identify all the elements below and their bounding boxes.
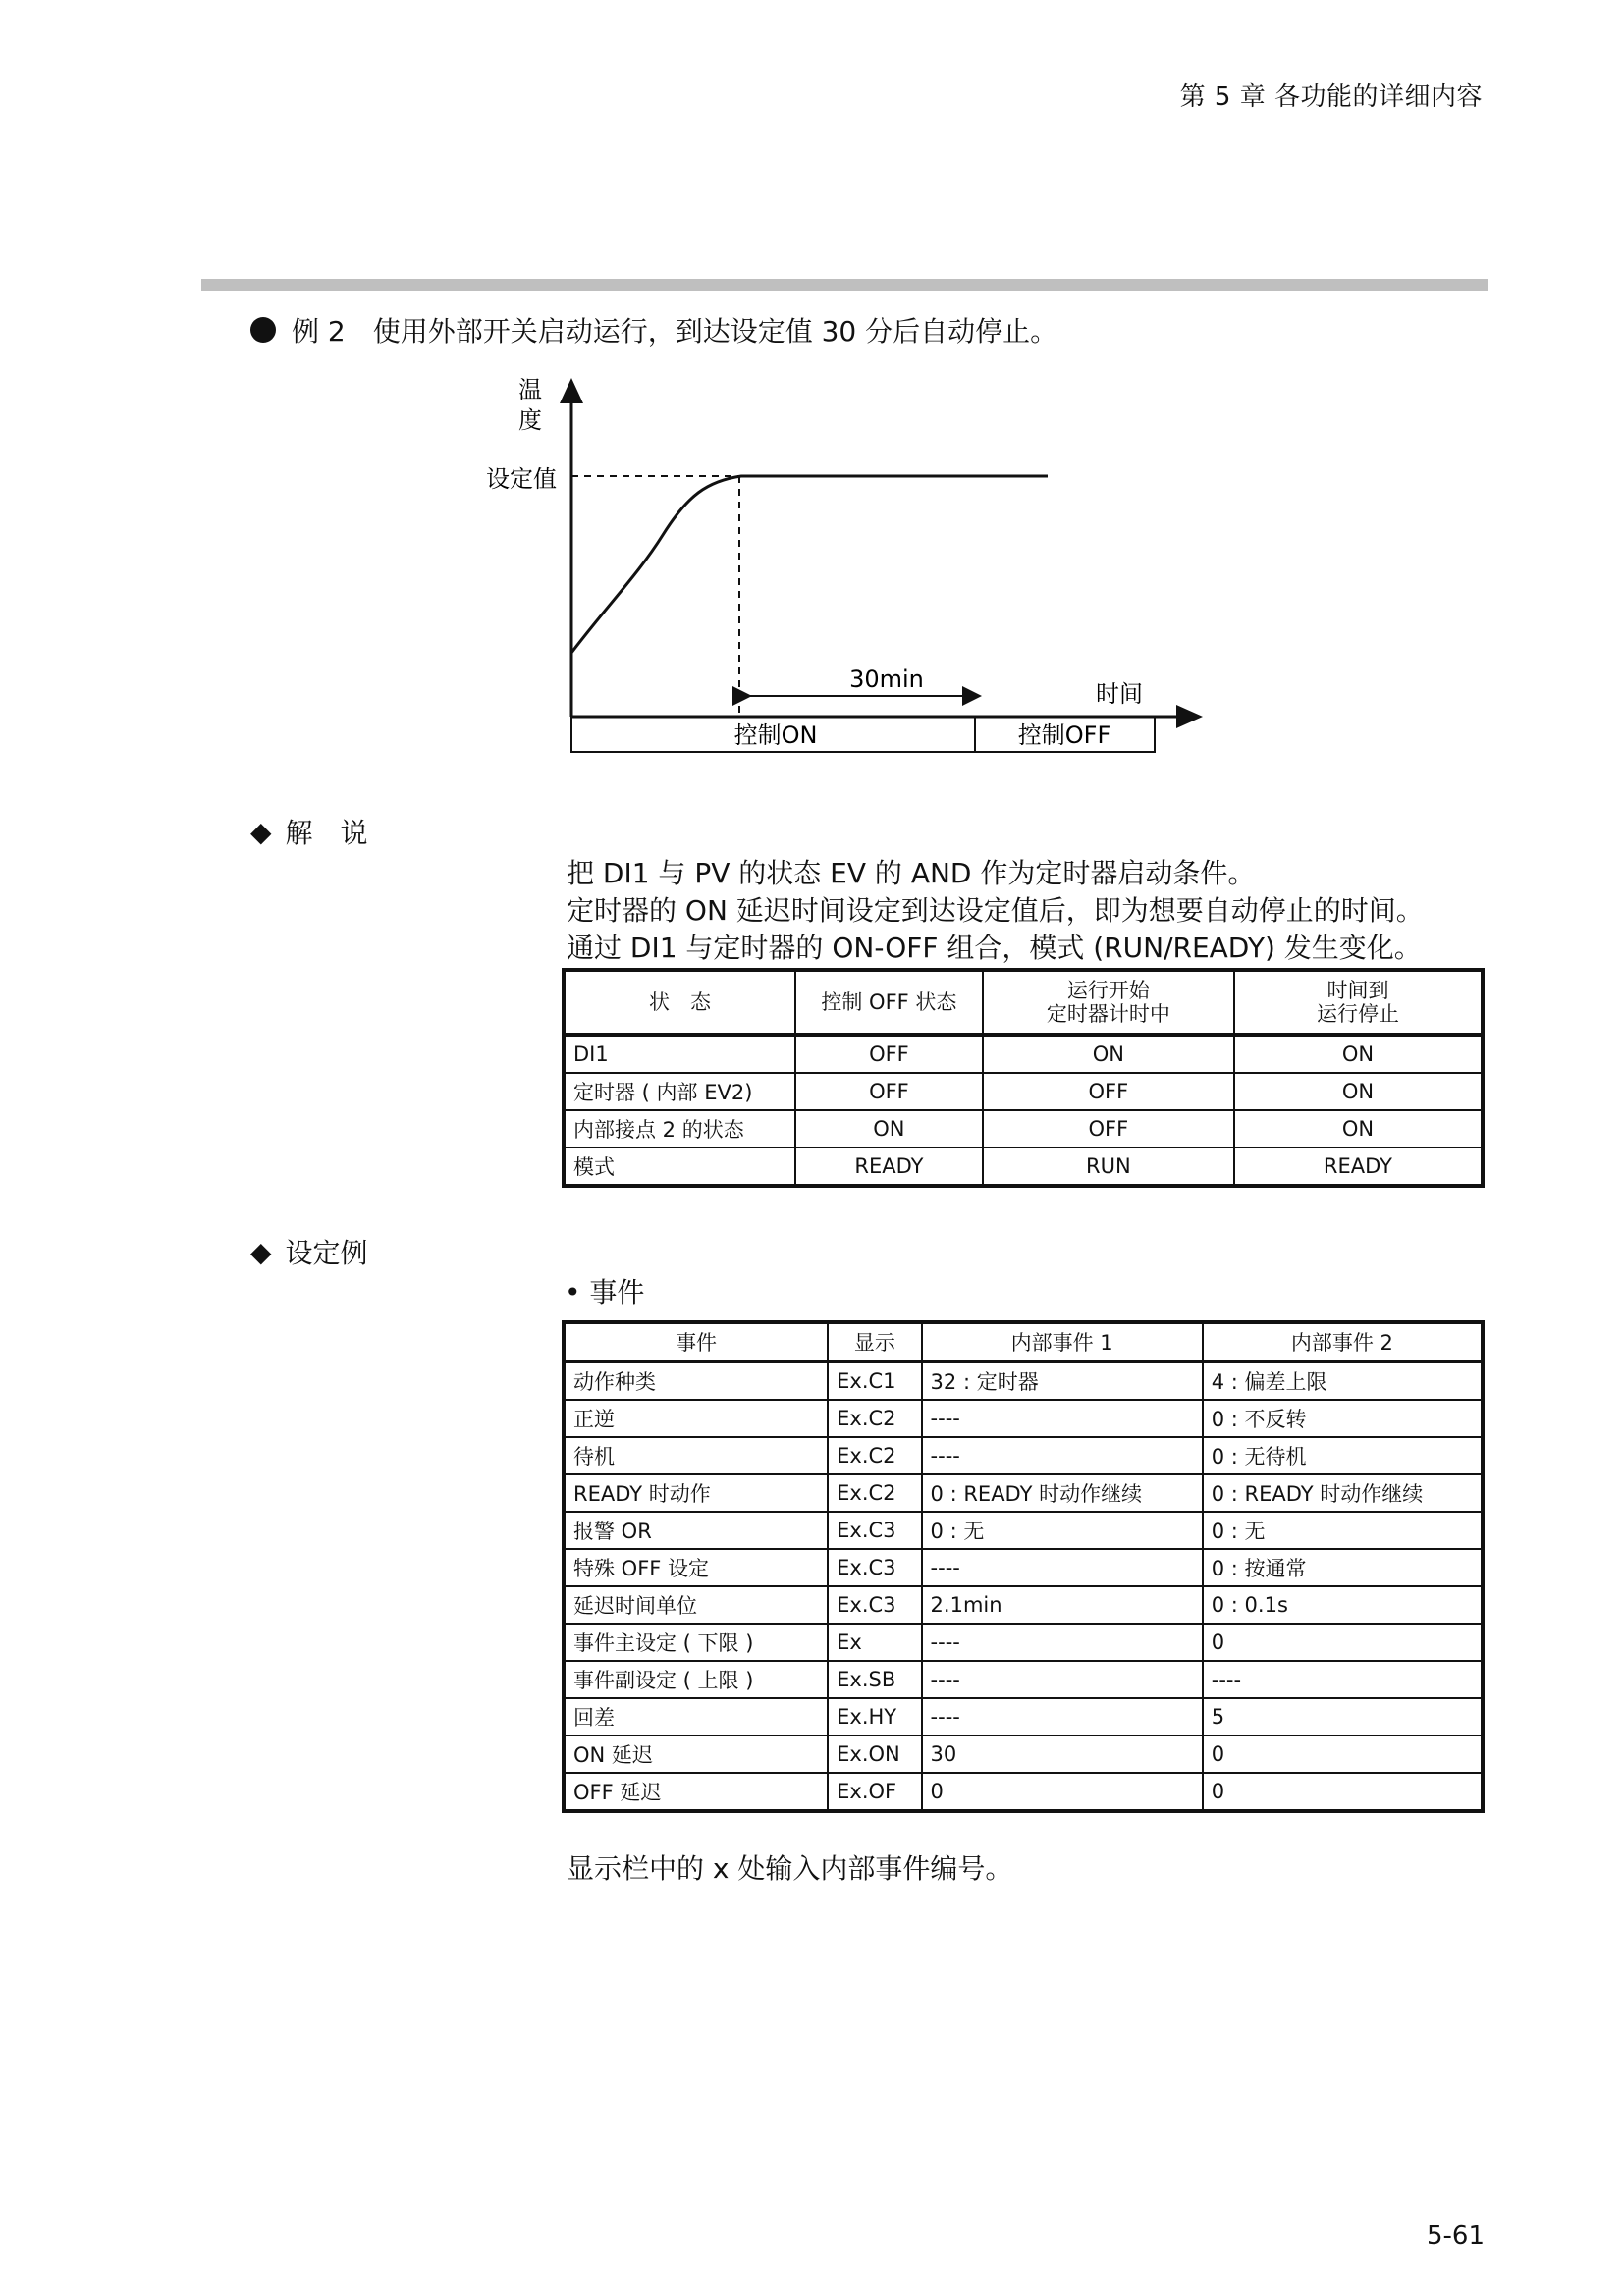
state-cell: READY <box>795 1148 983 1186</box>
event-header-cell: 显示 <box>828 1322 921 1362</box>
example-title: 使用外部开关启动运行，到达设定值 30 分后自动停止。 <box>372 315 1058 347</box>
explain-line-3: 通过 DI1 与定时器的 ON-OFF 组合，模式 (RUN/READY) 发生变化。 <box>567 932 1422 964</box>
event-cell: 0 : READY 时动作继续 <box>1203 1474 1483 1512</box>
setpoint-label: 设定值 <box>486 465 557 493</box>
event-cell: 0 : 不反转 <box>1203 1400 1483 1437</box>
event-cell: Ex <box>828 1624 921 1661</box>
event-settings-table <box>562 1320 1485 1813</box>
event-cell: 特殊 OFF 设定 <box>564 1549 828 1586</box>
state-header-cell: 控制 OFF 状态 <box>795 970 983 1035</box>
event-cell: ---- <box>922 1698 1203 1735</box>
event-cell: 32 : 定时器 <box>922 1362 1203 1400</box>
event-cell: 30 <box>922 1735 1203 1773</box>
state-cell: ON <box>795 1110 983 1148</box>
table-row <box>564 1073 1483 1110</box>
event-cell: 5 <box>1203 1698 1483 1735</box>
explain-heading <box>250 812 396 851</box>
control-on-label: 控制ON <box>733 721 818 749</box>
event-cell: 动作种类 <box>564 1362 828 1400</box>
event-cell: Ex.C3 <box>828 1512 921 1549</box>
event-cell: 0 : 无 <box>922 1512 1203 1549</box>
event-cell: 延迟时间单位 <box>564 1586 828 1624</box>
table-row <box>564 1148 1483 1186</box>
event-cell: 0 : 按通常 <box>1203 1549 1483 1586</box>
table-row <box>564 1437 1483 1474</box>
state-header-cell: 时间到 运行停止 <box>1234 970 1483 1035</box>
x-axis-arrow-icon <box>1176 705 1203 728</box>
explain-title: 解说 <box>285 817 396 849</box>
event-cell: 0 : 无待机 <box>1203 1437 1483 1474</box>
state-table-header-row <box>564 970 1483 1035</box>
state-header-cell: 运行开始 定时器计时中 <box>983 970 1234 1035</box>
event-cell: 待机 <box>564 1437 828 1474</box>
event-cell: 回差 <box>564 1698 828 1735</box>
table-row <box>564 1110 1483 1148</box>
state-cell: OFF <box>795 1035 983 1073</box>
event-cell: READY 时动作 <box>564 1474 828 1512</box>
event-cell: 0 : 0.1s <box>1203 1586 1483 1624</box>
event-cell: Ex.C3 <box>828 1586 921 1624</box>
control-off-label: 控制OFF <box>1017 721 1111 749</box>
event-cell: OFF 延迟 <box>564 1773 828 1811</box>
state-cell: OFF <box>983 1073 1234 1110</box>
table-footnote: 显示栏中的 x 处输入内部事件编号。 <box>567 1852 1013 1885</box>
event-cell: Ex.C1 <box>828 1362 921 1400</box>
y-axis-arrow-icon <box>560 378 583 403</box>
event-cell: 事件主设定 ( 下限 ) <box>564 1624 828 1661</box>
state-cell: ON <box>983 1035 1234 1073</box>
state-header-cell: 状 态 <box>564 970 795 1035</box>
section-divider <box>201 279 1488 291</box>
table-row <box>564 1735 1483 1773</box>
event-cell: ---- <box>922 1661 1203 1698</box>
event-cell: Ex.OF <box>828 1773 921 1811</box>
temperature-curve <box>571 476 1048 653</box>
event-cell: 事件副设定 ( 上限 ) <box>564 1661 828 1698</box>
state-cell: OFF <box>795 1073 983 1110</box>
table-row <box>564 1474 1483 1512</box>
state-cell: 定时器 ( 内部 EV2) <box>564 1073 795 1110</box>
event-cell: Ex.ON <box>828 1735 921 1773</box>
event-cell: ON 延迟 <box>564 1735 828 1773</box>
diamond-bullet-icon: ◆ <box>250 1235 272 1268</box>
event-cell: Ex.HY <box>828 1698 921 1735</box>
diamond-bullet-icon: ◆ <box>250 815 272 848</box>
state-cell: 模式 <box>564 1148 795 1186</box>
chapter-header: 第 5 章 各功能的详细内容 <box>1179 82 1483 112</box>
event-subheading: • 事件 <box>565 1276 645 1308</box>
event-cell: ---- <box>922 1437 1203 1474</box>
y-axis-label-2: 度 <box>518 406 542 434</box>
example-label: 例 2 <box>292 315 346 347</box>
event-cell: Ex.C2 <box>828 1474 921 1512</box>
state-cell: ON <box>1234 1110 1483 1148</box>
table-row <box>564 1362 1483 1400</box>
table-row <box>564 1698 1483 1735</box>
table-row <box>564 1624 1483 1661</box>
state-cell: ON <box>1234 1073 1483 1110</box>
state-cell: RUN <box>983 1148 1234 1186</box>
temperature-timing-diagram <box>461 368 1227 774</box>
y-axis-label-1: 温 <box>518 376 542 403</box>
table-row <box>564 1586 1483 1624</box>
event-cell: 正逆 <box>564 1400 828 1437</box>
setting-example-title: 设定例 <box>285 1237 368 1269</box>
event-cell: ---- <box>1203 1661 1483 1698</box>
duration-label: 30min <box>849 666 924 693</box>
event-cell: Ex.C2 <box>828 1400 921 1437</box>
event-header-cell: 内部事件 1 <box>922 1322 1203 1362</box>
event-cell: ---- <box>922 1549 1203 1586</box>
state-table <box>562 968 1485 1188</box>
state-cell: READY <box>1234 1148 1483 1186</box>
example-heading <box>250 310 1057 349</box>
event-cell: 报警 OR <box>564 1512 828 1549</box>
state-cell: OFF <box>983 1110 1234 1148</box>
setting-example-heading <box>250 1232 368 1271</box>
event-cell: ---- <box>922 1400 1203 1437</box>
event-cell: Ex.C2 <box>828 1437 921 1474</box>
event-cell: 2.1min <box>922 1586 1203 1624</box>
event-cell: 0 <box>1203 1773 1483 1811</box>
x-axis-label: 时间 <box>1096 680 1143 708</box>
event-cell: 0 <box>1203 1624 1483 1661</box>
explain-line-2: 定时器的 ON 延迟时间设定到达设定值后，即为想要自动停止的时间。 <box>567 894 1424 927</box>
table-row <box>564 1661 1483 1698</box>
state-cell: ON <box>1234 1035 1483 1073</box>
event-cell: 0 : READY 时动作继续 <box>922 1474 1203 1512</box>
page-number: 5-61 <box>1426 2221 1485 2251</box>
event-cell: ---- <box>922 1624 1203 1661</box>
event-cell: Ex.SB <box>828 1661 921 1698</box>
table-row <box>564 1549 1483 1586</box>
table-row <box>564 1512 1483 1549</box>
event-header-cell: 内部事件 2 <box>1203 1322 1483 1362</box>
state-cell: DI1 <box>564 1035 795 1073</box>
table-row <box>564 1035 1483 1073</box>
table-row <box>564 1773 1483 1811</box>
event-cell: 0 : 无 <box>1203 1512 1483 1549</box>
event-cell: 0 <box>1203 1735 1483 1773</box>
explain-line-1: 把 DI1 与 PV 的状态 EV 的 AND 作为定时器启动条件。 <box>567 857 1256 889</box>
event-cell: Ex.C3 <box>828 1549 921 1586</box>
table-row <box>564 1400 1483 1437</box>
filled-circle-bullet-icon <box>250 317 276 343</box>
state-cell: 内部接点 2 的状态 <box>564 1110 795 1148</box>
event-cell: 0 <box>922 1773 1203 1811</box>
event-table-header-row <box>564 1322 1483 1362</box>
event-cell: 4 : 偏差上限 <box>1203 1362 1483 1400</box>
event-header-cell: 事件 <box>564 1322 828 1362</box>
